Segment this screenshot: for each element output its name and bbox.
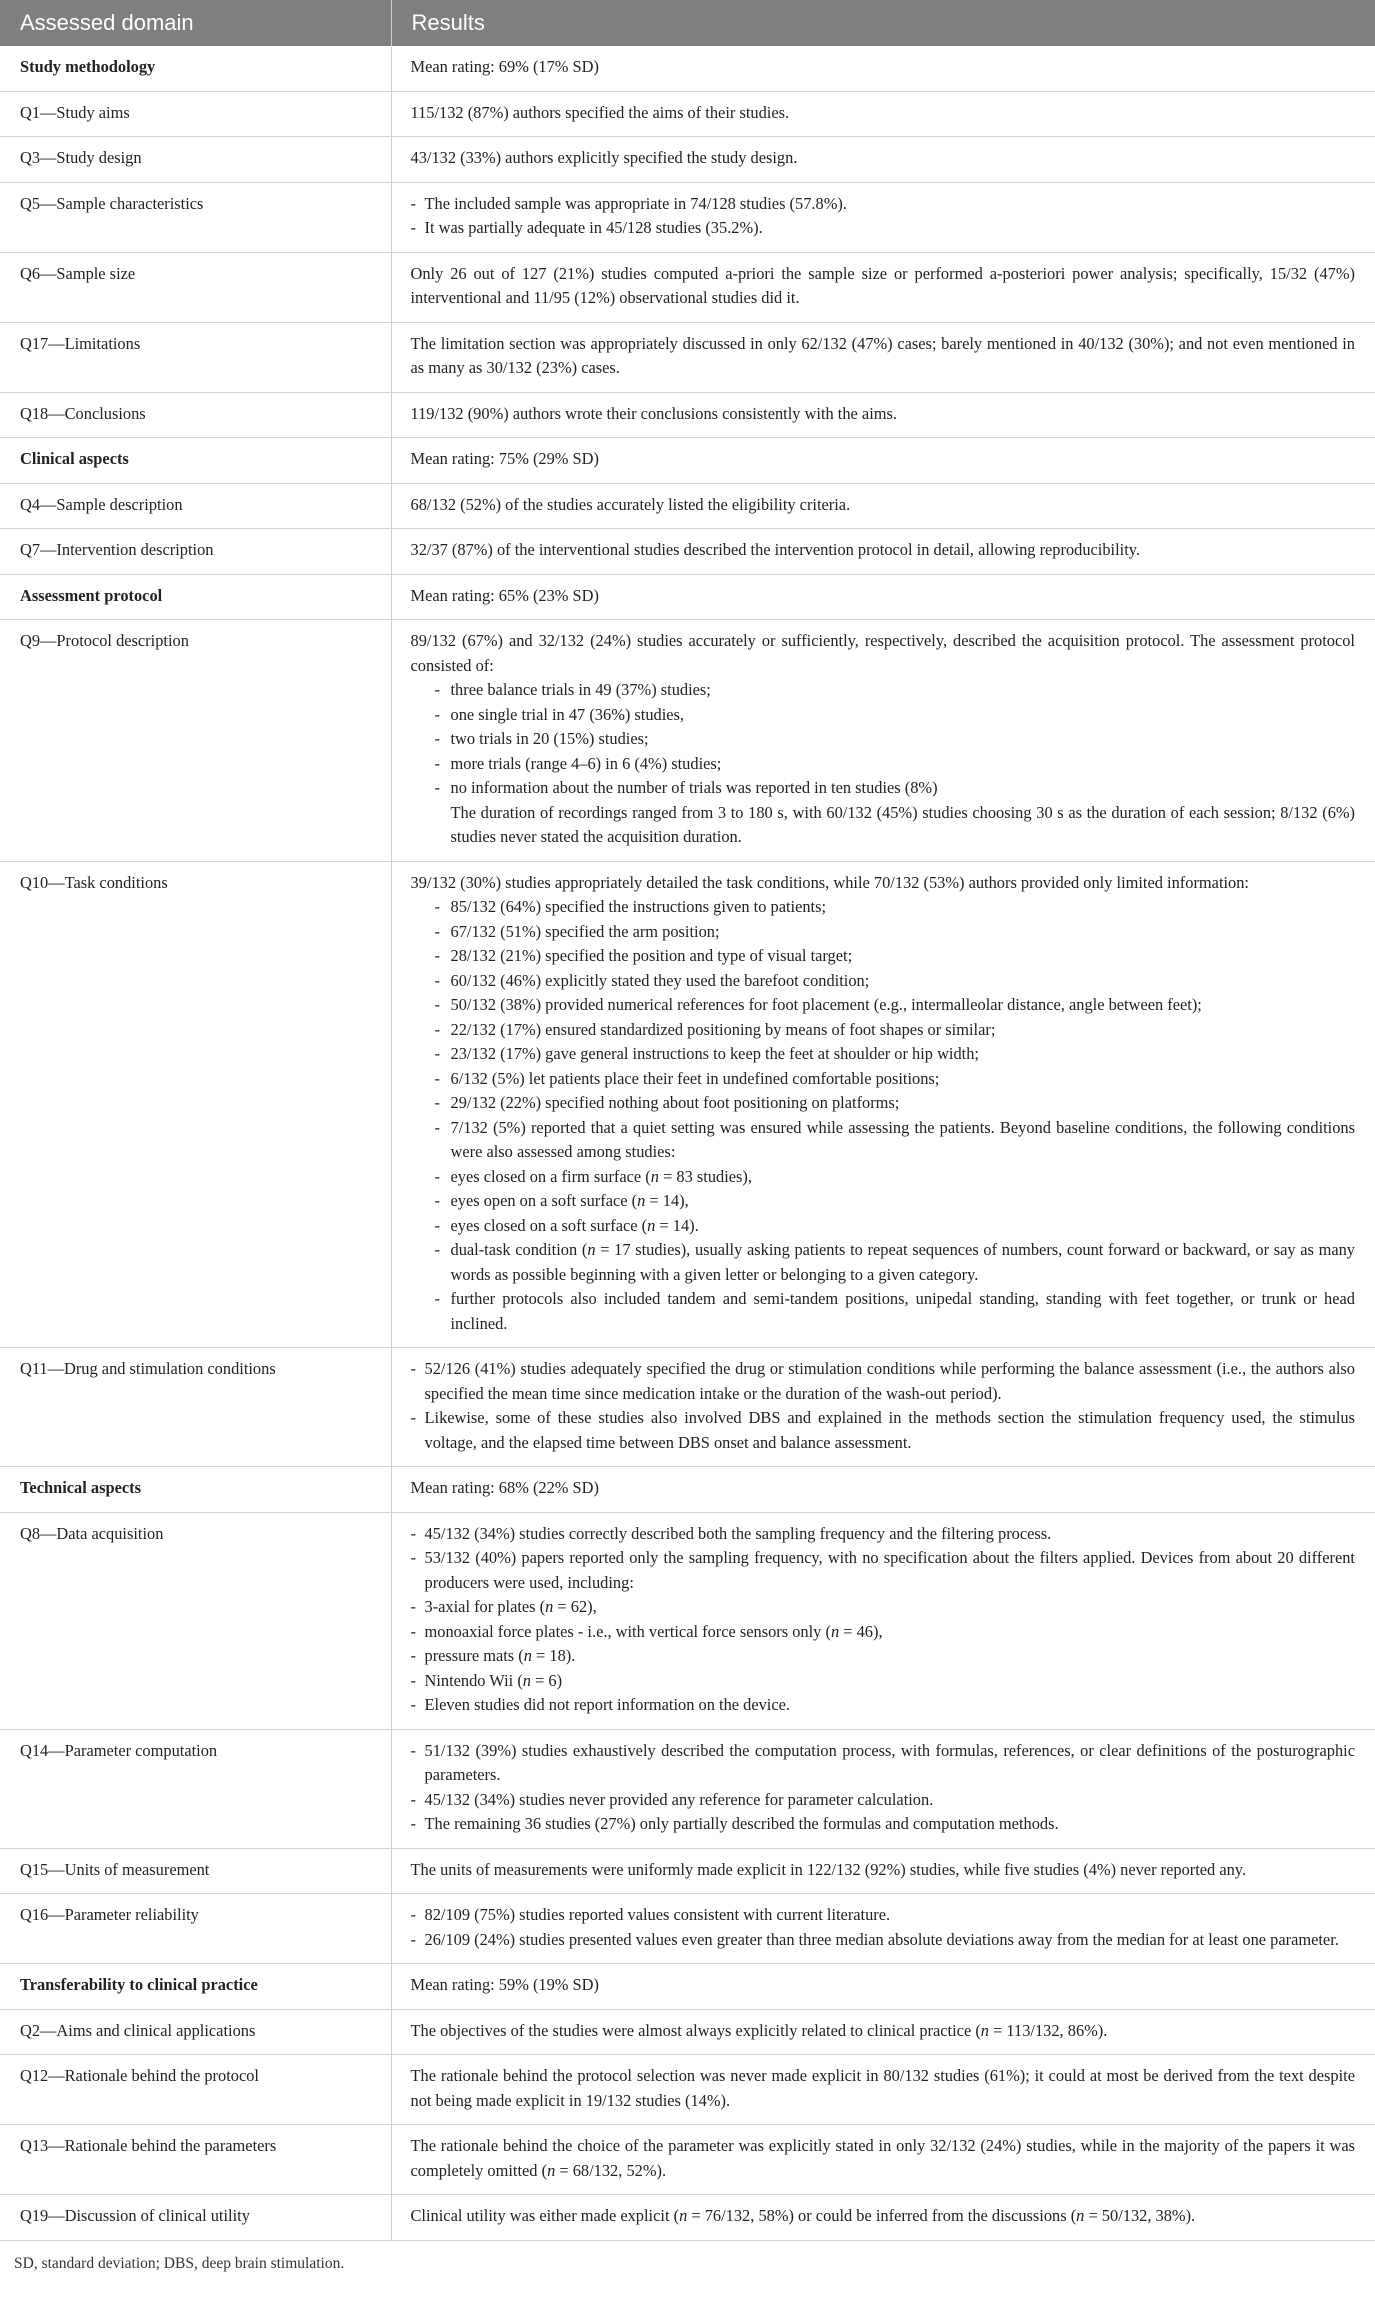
italic-n: n	[650, 1166, 659, 1186]
mean-rating: Mean rating: 75% (29% SD)	[410, 449, 599, 468]
italic-n: n	[523, 1646, 532, 1665]
table-row	[0, 483, 1375, 529]
table-row	[0, 1729, 1375, 1848]
list-item: - 28/132 (21%) specified the position and type of visual target;	[435, 944, 1356, 969]
section-row	[0, 574, 1375, 620]
section-row	[0, 1964, 1375, 2010]
table-row	[0, 1848, 1375, 1894]
list-item: - 7/132 (5%) reported that a quiet setting was ensured while assessing the patients. Beyond baseline conditions, the following conditions were also assessed among studies:	[435, 1116, 1356, 1165]
result-text: 32/37 (87%) of the interventional studies described the intervention protocol in detail, allowing reproducibility.	[410, 540, 1141, 559]
section-heading: Assessment protocol	[0, 574, 391, 620]
italic-n: n	[1076, 2206, 1085, 2225]
section-row	[0, 46, 1375, 91]
result-text: Only 26 out of 127 (21%) studies computed a-priori the sample size or performed a-posteriori power analysis; specifically, 15/32 (47%) interventional and 11/95 (12%) observational studies did it.	[410, 263, 1355, 307]
results-cell	[391, 1964, 1375, 2010]
table-row	[0, 529, 1375, 575]
domain-cell: Q18—Conclusions	[0, 392, 391, 438]
domain-cell: Q9—Protocol description	[0, 620, 391, 862]
list-item: - two trials in 20 (15%) studies;	[435, 727, 1356, 752]
header-assessed-domain: Assessed domain	[0, 0, 391, 46]
results-cell	[391, 1512, 1375, 1729]
result-text: 68/132 (52%) of the studies accurately listed the eligibility criteria.	[410, 494, 851, 514]
result-tail: The duration of recordings ranged from 3 to 180 s, with 60/132 (45%) studies choosing 30 s as the duration of each session; 8/132 (6%) studies never stated the acquisition duration.	[450, 802, 1355, 846]
italic-n: n	[547, 2160, 556, 2180]
list-item: - It was partially adequate in 45/128 studies (35.2%).	[411, 216, 1356, 241]
table-row	[0, 861, 1375, 1348]
domain-cell: Q15—Units of measurement	[0, 1848, 391, 1894]
italic-n: n	[679, 2206, 688, 2225]
result-list	[411, 192, 1356, 241]
list-item: - eyes closed on a soft surface (n = 14).	[435, 1214, 1356, 1239]
list-item: - eyes open on a soft surface (n = 14),	[435, 1189, 1356, 1214]
table-row	[0, 182, 1375, 252]
results-cell	[391, 2009, 1375, 2055]
results-cell	[391, 1848, 1375, 1894]
result-text: 119/132 (90%) authors wrote their conclusions consistently with the aims.	[410, 403, 897, 423]
list-item: - 26/109 (24%) studies presented values even greater than three median absolute deviations away from the median for at least one parameter.	[411, 1928, 1356, 1953]
mean-rating: Mean rating: 59% (19% SD)	[410, 1975, 599, 1994]
result-text: The objectives of the studies were almost always explicitly related to clinical practice (n = 113/132, 86%).	[410, 2020, 1108, 2040]
domain-cell: Q11—Drug and stimulation conditions	[0, 1348, 391, 1467]
results-cell	[391, 322, 1375, 392]
section-heading: Clinical aspects	[0, 438, 391, 484]
list-item: - 53/132 (40%) papers reported only the sampling frequency, with no specification about the filters applied. Devices from about 20 different producers were used, including:	[411, 1546, 1356, 1595]
domain-cell: Q16—Parameter reliability	[0, 1894, 391, 1964]
list-item: - Eleven studies did not report information on the device.	[411, 1693, 1356, 1718]
section-heading: Technical aspects	[0, 1467, 391, 1513]
mean-rating: Mean rating: 69% (17% SD)	[410, 57, 599, 76]
list-item: - one single trial in 47 (36%) studies,	[435, 703, 1356, 728]
domain-cell: Q17—Limitations	[0, 322, 391, 392]
results-cell	[391, 1467, 1375, 1513]
section-row	[0, 438, 1375, 484]
result-text: The rationale behind the choice of the parameter was explicitly stated in only 32/132 (24%) studies, while in the majority of the papers it was completely omitted (n = 68/132, 52%).	[410, 2136, 1355, 2180]
list-item: - 3-axial for plates (n = 62),	[411, 1595, 1356, 1620]
mean-rating: Mean rating: 68% (22% SD)	[410, 1478, 599, 1497]
results-cell	[391, 46, 1375, 91]
result-list	[411, 1522, 1356, 1718]
section-heading: Transferability to clinical practice	[0, 1964, 391, 2010]
italic-n: n	[637, 1191, 646, 1210]
table-body	[0, 46, 1375, 2240]
table-row	[0, 91, 1375, 137]
domain-cell: Q1—Study aims	[0, 91, 391, 137]
table-row	[0, 2009, 1375, 2055]
result-text: 115/132 (87%) authors specified the aims of their studies.	[410, 102, 790, 122]
table-row	[0, 252, 1375, 322]
list-item: - dual-task condition (n = 17 studies), usually asking patients to repeat sequences of numbers, count forward or backward, or say as many words as possible beginning with a given letter or belonging to a given category.	[435, 1238, 1356, 1287]
result-list	[435, 678, 1356, 801]
domain-cell: Q2—Aims and clinical applications	[0, 2009, 391, 2055]
table-row	[0, 2195, 1375, 2241]
table-row	[0, 2125, 1375, 2195]
domain-cell: Q19—Discussion of clinical utility	[0, 2195, 391, 2241]
list-item: - 23/132 (17%) gave general instructions to keep the feet at shoulder or hip width;	[435, 1042, 1356, 1067]
list-item: - monoaxial force plates - i.e., with vertical force sensors only (n = 46),	[411, 1620, 1356, 1645]
table-row	[0, 2055, 1375, 2125]
table-header-row	[0, 0, 1375, 46]
list-item: - 6/132 (5%) let patients place their feet in undefined comfortable positions;	[435, 1067, 1356, 1092]
domain-cell: Q10—Task conditions	[0, 861, 391, 1348]
table-row	[0, 1512, 1375, 1729]
list-item: - 82/109 (75%) studies reported values consistent with current literature.	[411, 1903, 1356, 1928]
list-item: - Likewise, some of these studies also involved DBS and explained in the methods section the stimulation frequency used, the stimulus voltage, and the elapsed time between DBS onset and balance assessment.	[411, 1406, 1356, 1455]
results-cell	[391, 1894, 1375, 1964]
table-row	[0, 137, 1375, 183]
domain-cell: Q8—Data acquisition	[0, 1512, 391, 1729]
domain-cell: Q4—Sample description	[0, 483, 391, 529]
list-item: - The included sample was appropriate in 74/128 studies (57.8%).	[411, 192, 1356, 217]
results-cell	[391, 438, 1375, 484]
domain-cell: Q5—Sample characteristics	[0, 182, 391, 252]
italic-n: n	[587, 1240, 596, 1259]
italic-n: n	[830, 1621, 840, 1641]
table-row	[0, 322, 1375, 392]
list-item: - 50/132 (38%) provided numerical references for foot placement (e.g., intermalleolar distance, angle between feet);	[435, 993, 1356, 1018]
results-cell	[391, 91, 1375, 137]
result-text: The limitation section was appropriately discussed in only 62/132 (47%) cases; barely mentioned in 40/132 (30%); and not even mentioned in as many as 30/132 (23%) cases.	[410, 333, 1355, 377]
result-intro: 39/132 (30%) studies appropriately detailed the task conditions, while 70/132 (53%) authors provided only limited information:	[410, 872, 1249, 892]
list-item: - more trials (range 4–6) in 6 (4%) studies;	[435, 752, 1356, 777]
results-cell	[391, 182, 1375, 252]
result-list	[435, 895, 1356, 1336]
list-item: - 52/126 (41%) studies adequately specified the drug or stimulation conditions while performing the balance assessment (i.e., the authors also specified the mean time since medication intake or the duration of the wash-out period).	[411, 1357, 1356, 1406]
results-cell	[391, 1729, 1375, 1848]
results-cell	[391, 574, 1375, 620]
results-cell	[391, 529, 1375, 575]
result-text: Clinical utility was either made explicit (n = 76/132, 58%) or could be inferred from the discussions (n = 50/132, 38%).	[410, 2206, 1196, 2225]
italic-n: n	[980, 2020, 989, 2040]
domain-cell: Q3—Study design	[0, 137, 391, 183]
italic-n: n	[545, 1597, 554, 1616]
list-item: - 29/132 (22%) specified nothing about foot positioning on platforms;	[435, 1091, 1356, 1116]
results-cell	[391, 1348, 1375, 1467]
list-item: - further protocols also included tandem and semi-tandem positions, unipedal standing, standing with feet together, or trunk or head inclined.	[435, 1287, 1356, 1336]
domain-cell: Q6—Sample size	[0, 252, 391, 322]
result-list	[411, 1739, 1356, 1837]
result-list	[411, 1357, 1356, 1455]
domain-cell: Q7—Intervention description	[0, 529, 391, 575]
result-text: The rationale behind the protocol selection was never made explicit in 80/132 studies (61%); it could at most be derived from the text despite not being made explicit in 19/132 studies (14%).	[410, 2066, 1355, 2110]
list-item: - 60/132 (46%) explicitly stated they used the barefoot condition;	[435, 969, 1356, 994]
result-text: 43/132 (33%) authors explicitly specified the study design.	[410, 148, 798, 167]
results-cell	[391, 861, 1375, 1348]
list-item: - Nintendo Wii (n = 6)	[411, 1669, 1356, 1694]
results-cell	[391, 2055, 1375, 2125]
list-item: - three balance trials in 49 (37%) studies;	[435, 678, 1356, 703]
list-item: - pressure mats (n = 18).	[411, 1644, 1356, 1669]
list-item: - 85/132 (64%) specified the instructions given to patients;	[435, 895, 1356, 920]
list-item: - no information about the number of trials was reported in ten studies (8%)	[435, 776, 1356, 801]
list-item: - 45/132 (34%) studies correctly described both the sampling frequency and the filtering process.	[411, 1522, 1356, 1547]
results-cell	[391, 137, 1375, 183]
table-row	[0, 392, 1375, 438]
list-item: - 45/132 (34%) studies never provided any reference for parameter calculation.	[411, 1788, 1356, 1813]
domain-cell: Q13—Rationale behind the parameters	[0, 2125, 391, 2195]
section-heading: Study methodology	[0, 46, 391, 91]
list-item: - 51/132 (39%) studies exhaustively described the computation process, with formulas, references, or clear definitions of the posturographic parameters.	[411, 1739, 1356, 1788]
domain-cell: Q14—Parameter computation	[0, 1729, 391, 1848]
results-cell	[391, 483, 1375, 529]
list-item: - eyes closed on a firm surface (n = 83 studies),	[435, 1165, 1356, 1190]
results-cell	[391, 392, 1375, 438]
result-list	[411, 1903, 1356, 1952]
result-intro: 89/132 (67%) and 32/132 (24%) studies accurately or sufficiently, respectively, described the acquisition protocol. The assessment protocol consisted of:	[410, 631, 1355, 675]
section-row	[0, 1467, 1375, 1513]
domain-cell: Q12—Rationale behind the protocol	[0, 2055, 391, 2125]
table-row	[0, 1348, 1375, 1467]
mean-rating: Mean rating: 65% (23% SD)	[410, 585, 599, 605]
table-row	[0, 620, 1375, 862]
results-cell	[391, 2195, 1375, 2241]
result-text: The units of measurements were uniformly made explicit in 122/132 (92%) studies, while five studies (4%) never reported any.	[410, 1859, 1247, 1879]
table-row	[0, 1894, 1375, 1964]
italic-n: n	[647, 1215, 656, 1235]
list-item: - The remaining 36 studies (27%) only partially described the formulas and computation methods.	[411, 1812, 1356, 1837]
list-item: - 67/132 (51%) specified the arm position;	[435, 920, 1356, 945]
results-cell	[391, 620, 1375, 862]
table-footnote: SD, standard deviation; DBS, deep brain stimulation.	[14, 2254, 345, 2272]
italic-n: n	[522, 1670, 531, 1690]
results-cell	[391, 2125, 1375, 2195]
header-results: Results	[391, 0, 1375, 46]
results-cell	[391, 252, 1375, 322]
list-item: - 22/132 (17%) ensured standardized positioning by means of foot shapes or similar;	[435, 1018, 1356, 1043]
